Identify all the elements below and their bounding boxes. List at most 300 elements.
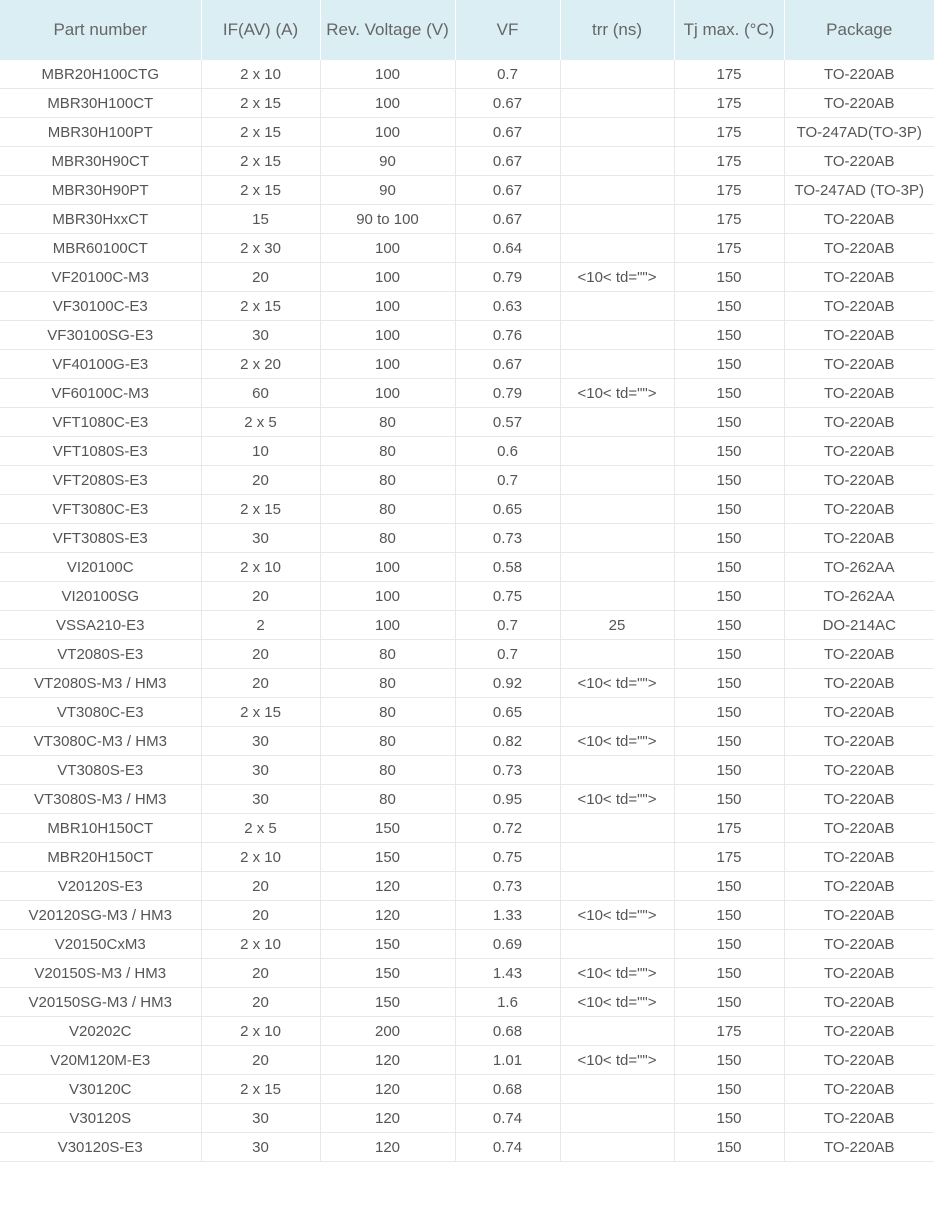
package-cell: TO-220AB [784,524,934,553]
package-cell: TO-220AB [784,350,934,379]
tj-max-cell: 150 [674,640,784,669]
rev-voltage-cell: 120 [320,1104,455,1133]
rev-voltage-cell: 150 [320,959,455,988]
rev-voltage-cell: 80 [320,756,455,785]
part-number-cell[interactable]: V20150CxM3 [0,930,201,959]
if-av-cell: 2 x 30 [201,234,320,263]
package-cell: TO-220AB [784,1075,934,1104]
vf-cell: 0.92 [455,669,560,698]
part-number-cell[interactable]: MBR30H90PT [0,176,201,205]
tj-max-cell: 150 [674,785,784,814]
header-part-number[interactable]: Part number [0,0,201,60]
table-row [0,1075,934,1104]
if-av-cell: 2 x 10 [201,930,320,959]
package-cell: TO-220AB [784,988,934,1017]
rev-voltage-cell: 80 [320,437,455,466]
part-number-cell[interactable]: VFT3080S-E3 [0,524,201,553]
vf-cell: 0.79 [455,379,560,408]
table-row [0,611,934,640]
header-row [0,0,934,60]
if-av-cell: 2 x 10 [201,60,320,89]
vf-cell: 1.43 [455,959,560,988]
if-av-cell: 30 [201,524,320,553]
trr-cell [560,582,674,611]
package-cell: TO-220AB [784,60,934,89]
header-package[interactable]: Package [784,0,934,60]
package-cell: TO-220AB [784,495,934,524]
part-number-cell[interactable]: V20150SG-M3 / HM3 [0,988,201,1017]
trr-cell: <10< td=""> [560,988,674,1017]
part-number-cell[interactable]: VT3080C-M3 / HM3 [0,727,201,756]
package-cell: TO-220AB [784,466,934,495]
if-av-cell: 10 [201,437,320,466]
part-number-cell[interactable]: VFT3080C-E3 [0,495,201,524]
vf-cell: 0.65 [455,495,560,524]
trr-cell [560,524,674,553]
package-cell: TO-220AB [784,901,934,930]
rev-voltage-cell: 80 [320,727,455,756]
part-number-cell[interactable]: MBR60100CT [0,234,201,263]
table-row [0,988,934,1017]
package-cell: TO-220AB [784,379,934,408]
package-cell: TO-220AB [784,234,934,263]
vf-cell: 0.76 [455,321,560,350]
rev-voltage-cell: 120 [320,901,455,930]
vf-cell: 0.68 [455,1075,560,1104]
vf-cell: 1.6 [455,988,560,1017]
part-number-cell[interactable]: VT3080S-M3 / HM3 [0,785,201,814]
part-number-cell[interactable]: VT2080S-E3 [0,640,201,669]
trr-cell [560,321,674,350]
rev-voltage-cell: 80 [320,495,455,524]
header-if-av[interactable]: IF(AV) (A) [201,0,320,60]
part-number-cell[interactable]: VI20100C [0,553,201,582]
package-cell: TO-220AB [784,959,934,988]
rev-voltage-cell: 100 [320,292,455,321]
table-row [0,727,934,756]
tj-max-cell: 150 [674,988,784,1017]
tj-max-cell: 150 [674,437,784,466]
tj-max-cell: 150 [674,698,784,727]
rev-voltage-cell: 80 [320,640,455,669]
part-number-cell[interactable]: VF40100G-E3 [0,350,201,379]
package-cell: TO-220AB [784,698,934,727]
trr-cell: <10< td=""> [560,1046,674,1075]
tj-max-cell: 175 [674,234,784,263]
trr-cell [560,466,674,495]
tj-max-cell: 150 [674,495,784,524]
vf-cell: 1.01 [455,1046,560,1075]
part-number-cell[interactable]: VF60100C-M3 [0,379,201,408]
rev-voltage-cell: 80 [320,524,455,553]
rev-voltage-cell: 80 [320,669,455,698]
package-cell: TO-220AB [784,756,934,785]
part-number-cell[interactable]: V30120S [0,1104,201,1133]
trr-cell [560,60,674,89]
table-row [0,582,934,611]
vf-cell: 0.63 [455,292,560,321]
rev-voltage-cell: 90 [320,176,455,205]
table-row [0,205,934,234]
vf-cell: 1.33 [455,901,560,930]
tj-max-cell: 175 [674,147,784,176]
rev-voltage-cell: 80 [320,698,455,727]
if-av-cell: 20 [201,669,320,698]
tj-max-cell: 175 [674,118,784,147]
table-row [0,524,934,553]
table-row [0,495,934,524]
table-row [0,60,934,89]
part-number-cell[interactable]: VT2080S-M3 / HM3 [0,669,201,698]
tj-max-cell: 150 [674,408,784,437]
part-number-cell[interactable]: VFT1080C-E3 [0,408,201,437]
package-cell: TO-220AB [784,727,934,756]
table-row [0,1104,934,1133]
if-av-cell: 2 x 15 [201,495,320,524]
table-row [0,872,934,901]
table-row [0,263,934,292]
vf-cell: 0.7 [455,611,560,640]
part-number-cell[interactable]: VFT2080S-E3 [0,466,201,495]
vf-cell: 0.79 [455,263,560,292]
part-number-cell[interactable]: MBR30H90CT [0,147,201,176]
if-av-cell: 30 [201,756,320,785]
if-av-cell: 15 [201,205,320,234]
table-row [0,292,934,321]
rev-voltage-cell: 150 [320,988,455,1017]
table-row [0,1017,934,1046]
part-number-cell[interactable]: V20120S-E3 [0,872,201,901]
if-av-cell: 2 x 20 [201,350,320,379]
tj-max-cell: 150 [674,553,784,582]
package-cell: TO-220AB [784,321,934,350]
trr-cell [560,205,674,234]
vf-cell: 0.65 [455,698,560,727]
tj-max-cell: 150 [674,1133,784,1162]
package-cell: TO-220AB [784,205,934,234]
if-av-cell: 2 x 15 [201,147,320,176]
part-number-cell[interactable]: VI20100SG [0,582,201,611]
rev-voltage-cell: 100 [320,118,455,147]
tj-max-cell: 150 [674,321,784,350]
part-number-cell[interactable]: V20M120M-E3 [0,1046,201,1075]
vf-cell: 0.72 [455,814,560,843]
trr-cell [560,1133,674,1162]
rev-voltage-cell: 150 [320,843,455,872]
trr-cell [560,553,674,582]
if-av-cell: 30 [201,785,320,814]
if-av-cell: 20 [201,959,320,988]
table-row [0,930,934,959]
if-av-cell: 2 x 5 [201,408,320,437]
table-row [0,234,934,263]
header-rev-voltage[interactable]: Rev. Voltage (V) [320,0,455,60]
header-vf[interactable]: VF [455,0,560,60]
rev-voltage-cell: 120 [320,1075,455,1104]
table-row [0,756,934,785]
if-av-cell: 2 x 15 [201,292,320,321]
vf-cell: 0.64 [455,234,560,263]
package-cell: TO-220AB [784,1046,934,1075]
package-cell: TO-262AA [784,582,934,611]
vf-cell: 0.57 [455,408,560,437]
package-cell: TO-220AB [784,930,934,959]
vf-cell: 0.7 [455,466,560,495]
if-av-cell: 2 [201,611,320,640]
rev-voltage-cell: 100 [320,611,455,640]
trr-cell [560,147,674,176]
part-number-cell[interactable]: MBR30HxxCT [0,205,201,234]
rev-voltage-cell: 80 [320,785,455,814]
trr-cell [560,756,674,785]
trr-cell [560,176,674,205]
trr-cell: <10< td=""> [560,785,674,814]
table-row [0,959,934,988]
part-number-cell[interactable]: V20150S-M3 / HM3 [0,959,201,988]
table-row [0,379,934,408]
tj-max-cell: 175 [674,176,784,205]
table-row [0,698,934,727]
if-av-cell: 30 [201,1133,320,1162]
if-av-cell: 2 x 15 [201,1075,320,1104]
vf-cell: 0.95 [455,785,560,814]
part-number-cell[interactable]: VSSA210-E3 [0,611,201,640]
table-body [0,60,934,1162]
tj-max-cell: 150 [674,669,784,698]
if-av-cell: 60 [201,379,320,408]
table-row [0,1133,934,1162]
package-cell: TO-220AB [784,1017,934,1046]
trr-cell [560,1075,674,1104]
part-number-cell[interactable]: VFT1080S-E3 [0,437,201,466]
part-number-cell[interactable]: VF30100C-E3 [0,292,201,321]
tj-max-cell: 150 [674,930,784,959]
rev-voltage-cell: 80 [320,408,455,437]
vf-cell: 0.7 [455,60,560,89]
part-number-cell[interactable]: MBR10H150CT [0,814,201,843]
table-row [0,1046,934,1075]
rev-voltage-cell: 100 [320,89,455,118]
part-number-cell[interactable]: VF20100C-M3 [0,263,201,292]
vf-cell: 0.75 [455,843,560,872]
trr-cell [560,437,674,466]
if-av-cell: 20 [201,263,320,292]
trr-cell [560,292,674,321]
part-number-cell[interactable]: MBR30H100CT [0,89,201,118]
if-av-cell: 2 x 10 [201,1017,320,1046]
trr-cell [560,89,674,118]
rev-voltage-cell: 120 [320,1133,455,1162]
tj-max-cell: 150 [674,901,784,930]
rev-voltage-cell: 100 [320,234,455,263]
package-cell: TO-262AA [784,553,934,582]
vf-cell: 0.58 [455,553,560,582]
table-row [0,785,934,814]
table-row [0,466,934,495]
rev-voltage-cell: 150 [320,814,455,843]
table-row [0,640,934,669]
tj-max-cell: 175 [674,205,784,234]
tj-max-cell: 150 [674,292,784,321]
trr-cell [560,698,674,727]
tj-max-cell: 150 [674,379,784,408]
tj-max-cell: 150 [674,582,784,611]
vf-cell: 0.67 [455,205,560,234]
part-number-cell[interactable]: VF30100SG-E3 [0,321,201,350]
trr-cell: 25 [560,611,674,640]
vf-cell: 0.6 [455,437,560,466]
tj-max-cell: 150 [674,466,784,495]
table-row [0,89,934,118]
tj-max-cell: 150 [674,1075,784,1104]
tj-max-cell: 150 [674,1046,784,1075]
package-cell: TO-220AB [784,437,934,466]
package-cell: DO-214AC [784,611,934,640]
if-av-cell: 2 x 15 [201,89,320,118]
part-number-cell[interactable]: V30120S-E3 [0,1133,201,1162]
vf-cell: 0.7 [455,640,560,669]
trr-cell [560,930,674,959]
part-number-cell[interactable]: VT3080S-E3 [0,756,201,785]
trr-cell [560,1017,674,1046]
rev-voltage-cell: 100 [320,263,455,292]
if-av-cell: 30 [201,321,320,350]
trr-cell: <10< td=""> [560,669,674,698]
part-number-cell[interactable]: V30120C [0,1075,201,1104]
trr-cell [560,1104,674,1133]
tj-max-cell: 175 [674,60,784,89]
vf-cell: 0.73 [455,872,560,901]
package-cell: TO-220AB [784,89,934,118]
vf-cell: 0.74 [455,1133,560,1162]
tj-max-cell: 150 [674,263,784,292]
table-row [0,437,934,466]
part-number-cell[interactable]: MBR20H100CTG [0,60,201,89]
trr-cell: <10< td=""> [560,901,674,930]
if-av-cell: 2 x 10 [201,843,320,872]
rev-voltage-cell: 100 [320,60,455,89]
trr-cell: <10< td=""> [560,959,674,988]
vf-cell: 0.67 [455,176,560,205]
if-av-cell: 2 x 10 [201,553,320,582]
header-trr[interactable]: trr (ns) [560,0,674,60]
package-cell: TO-220AB [784,408,934,437]
tj-max-cell: 150 [674,872,784,901]
tj-max-cell: 175 [674,1017,784,1046]
header-tj-max[interactable]: Tj max. (°C) [674,0,784,60]
rev-voltage-cell: 120 [320,872,455,901]
trr-cell: <10< td=""> [560,263,674,292]
rev-voltage-cell: 100 [320,582,455,611]
vf-cell: 0.67 [455,350,560,379]
if-av-cell: 20 [201,466,320,495]
vf-cell: 0.67 [455,89,560,118]
package-cell: TO-220AB [784,263,934,292]
tj-max-cell: 150 [674,524,784,553]
table-row [0,814,934,843]
vf-cell: 0.67 [455,118,560,147]
table-row [0,408,934,437]
rev-voltage-cell: 100 [320,553,455,582]
if-av-cell: 20 [201,640,320,669]
trr-cell [560,495,674,524]
if-av-cell: 2 x 15 [201,118,320,147]
package-cell: TO-220AB [784,1133,934,1162]
package-cell: TO-220AB [784,669,934,698]
trr-cell [560,234,674,263]
table-row [0,176,934,205]
if-av-cell: 2 x 15 [201,698,320,727]
trr-cell [560,118,674,147]
vf-cell: 0.75 [455,582,560,611]
part-number-cell[interactable]: V20202C [0,1017,201,1046]
table-row [0,147,934,176]
package-cell: TO-247AD (TO-3P) [784,176,934,205]
tj-max-cell: 175 [674,843,784,872]
if-av-cell: 20 [201,1046,320,1075]
vf-cell: 0.69 [455,930,560,959]
rev-voltage-cell: 80 [320,466,455,495]
part-number-cell[interactable]: VT3080C-E3 [0,698,201,727]
tj-max-cell: 150 [674,350,784,379]
table-header [0,0,934,60]
tj-max-cell: 150 [674,959,784,988]
vf-cell: 0.74 [455,1104,560,1133]
package-cell: TO-247AD(TO-3P) [784,118,934,147]
package-cell: TO-220AB [784,872,934,901]
part-number-cell[interactable]: V20120SG-M3 / HM3 [0,901,201,930]
package-cell: TO-220AB [784,640,934,669]
table-row [0,843,934,872]
package-cell: TO-220AB [784,785,934,814]
if-av-cell: 2 x 15 [201,176,320,205]
vf-cell: 0.68 [455,1017,560,1046]
trr-cell [560,843,674,872]
if-av-cell: 30 [201,727,320,756]
vf-cell: 0.73 [455,756,560,785]
tj-max-cell: 150 [674,1104,784,1133]
table-row [0,901,934,930]
tj-max-cell: 150 [674,611,784,640]
trr-cell [560,814,674,843]
trr-cell [560,408,674,437]
part-number-cell[interactable]: MBR20H150CT [0,843,201,872]
if-av-cell: 20 [201,872,320,901]
package-cell: TO-220AB [784,814,934,843]
if-av-cell: 20 [201,988,320,1017]
trr-cell [560,640,674,669]
rev-voltage-cell: 90 to 100 [320,205,455,234]
vf-cell: 0.82 [455,727,560,756]
trr-cell: <10< td=""> [560,727,674,756]
table-row [0,321,934,350]
if-av-cell: 20 [201,582,320,611]
package-cell: TO-220AB [784,147,934,176]
if-av-cell: 20 [201,901,320,930]
table-row [0,669,934,698]
rev-voltage-cell: 150 [320,930,455,959]
trr-cell: <10< td=""> [560,379,674,408]
trr-cell [560,872,674,901]
rev-voltage-cell: 200 [320,1017,455,1046]
tj-max-cell: 175 [674,814,784,843]
trr-cell [560,350,674,379]
rev-voltage-cell: 90 [320,147,455,176]
vf-cell: 0.67 [455,147,560,176]
tj-max-cell: 150 [674,727,784,756]
rev-voltage-cell: 120 [320,1046,455,1075]
part-number-cell[interactable]: MBR30H100PT [0,118,201,147]
